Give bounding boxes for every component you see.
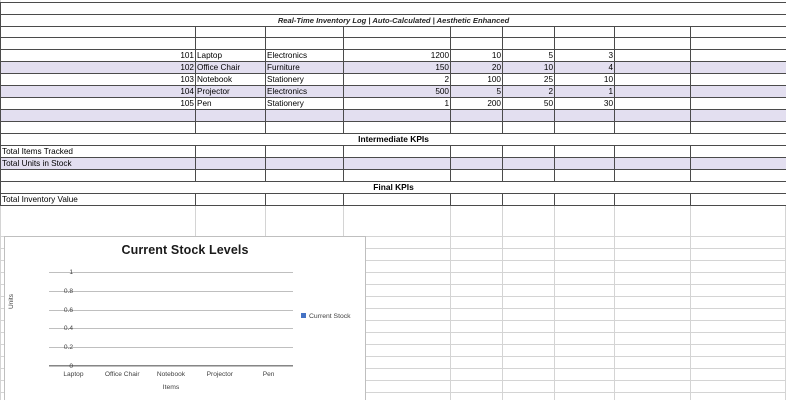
cell-unit_price[interactable]: 500: [344, 86, 451, 98]
blank-cell[interactable]: [196, 122, 266, 134]
spacer-row: [1, 27, 786, 38]
blank-cell[interactable]: [451, 110, 503, 122]
chart-x-tick: Office Chair: [104, 371, 140, 378]
blank-cell[interactable]: [1, 110, 196, 122]
column-header-unit-price[interactable]: Unit Price ($): [344, 38, 451, 50]
spacer-cell: [344, 27, 451, 38]
cell-current_stock[interactable]: [615, 74, 691, 86]
blank-cell[interactable]: [344, 194, 451, 206]
blank-cell[interactable]: [451, 170, 503, 182]
cell-current_stock[interactable]: [615, 98, 691, 110]
chart-y-tick: 0.4: [63, 325, 73, 333]
column-header-current-stock[interactable]: Current Stock: [615, 38, 691, 50]
table-row[interactable]: [1, 98, 786, 110]
blank-cell[interactable]: [196, 170, 266, 182]
blank-cell[interactable]: [451, 122, 503, 134]
cell-inventory_value[interactable]: [691, 62, 786, 74]
cell-inventory_value[interactable]: [691, 98, 786, 110]
kpi-section-intermediate-row: [1, 134, 786, 146]
cell-item_name[interactable]: Pen: [196, 98, 266, 110]
blank-cell[interactable]: [615, 122, 691, 134]
blank-cell[interactable]: [691, 158, 786, 170]
cell-unit_price[interactable]: 2: [344, 74, 451, 86]
chart-gridline: [49, 366, 293, 367]
blank-cell[interactable]: [555, 158, 615, 170]
kpi-value[interactable]: [196, 158, 266, 170]
chart-plot-area: [49, 272, 293, 366]
blank-cell[interactable]: [503, 146, 555, 158]
blank-cell[interactable]: [1, 170, 196, 182]
cell-item_id[interactable]: 102: [1, 62, 196, 74]
chart-y-tick: 0: [69, 363, 73, 370]
spacer-cell: [555, 27, 615, 38]
spacer-cell: [266, 27, 344, 38]
blank-cell[interactable]: [266, 170, 344, 182]
spacer-cell: [451, 27, 503, 38]
cell-stock_in[interactable]: 5: [503, 50, 555, 62]
blank-cell[interactable]: [691, 194, 786, 206]
cell-item_name[interactable]: Projector: [196, 86, 266, 98]
chart-gridline: [49, 291, 293, 292]
column-header-inventory-value[interactable]: Inventory Value ($): [691, 38, 786, 50]
kpi-label[interactable]: Total Items Tracked: [1, 146, 196, 158]
blank-cell[interactable]: [344, 110, 451, 122]
cell-stock_out[interactable]: 30: [555, 98, 615, 110]
cell-initial_stock[interactable]: 5: [451, 86, 503, 98]
blank-cell[interactable]: [503, 158, 555, 170]
cell-current_stock[interactable]: [615, 86, 691, 98]
blank-cell[interactable]: [451, 158, 503, 170]
blank-cell[interactable]: [555, 146, 615, 158]
table-row[interactable]: [1, 86, 786, 98]
chart-y-tick: 0.2: [63, 344, 73, 352]
blank-row[interactable]: [1, 122, 786, 134]
blank-cell[interactable]: [344, 170, 451, 182]
chart-x-tick: Notebook: [156, 371, 186, 378]
blank-cell[interactable]: [266, 194, 344, 206]
cell-unit_price[interactable]: 150: [344, 62, 451, 74]
cell-item_id[interactable]: 103: [1, 74, 196, 86]
blank-cell[interactable]: [691, 122, 786, 134]
blank-cell[interactable]: [266, 158, 344, 170]
blank-cell[interactable]: [503, 170, 555, 182]
cell-initial_stock[interactable]: 10: [451, 50, 503, 62]
blank-cell[interactable]: [451, 146, 503, 158]
blank-cell[interactable]: [691, 110, 786, 122]
kpi-label[interactable]: Total Inventory Value: [1, 194, 196, 206]
cell-inventory_value[interactable]: [691, 50, 786, 62]
blank-cell[interactable]: [344, 122, 451, 134]
cell-stock_in[interactable]: 25: [503, 74, 555, 86]
table-row[interactable]: [1, 74, 786, 86]
kpi-row[interactable]: [1, 158, 786, 170]
cell-current_stock[interactable]: [615, 50, 691, 62]
kpi-section-final: Final KPIs: [1, 182, 786, 194]
cell-item_id[interactable]: 101: [1, 50, 196, 62]
blank-cell[interactable]: [196, 110, 266, 122]
chart-gridline: [49, 328, 293, 329]
cell-category[interactable]: Electronics: [266, 86, 344, 98]
cell-item_name[interactable]: Laptop: [196, 50, 266, 62]
spacer-cell: [503, 27, 555, 38]
kpi-row[interactable]: [1, 146, 786, 158]
cell-inventory_value[interactable]: [691, 86, 786, 98]
blank-cell[interactable]: [691, 146, 786, 158]
cell-stock_out[interactable]: 10: [555, 74, 615, 86]
table-row[interactable]: [1, 62, 786, 74]
spacer-cell: [691, 27, 786, 38]
kpi-value[interactable]: [196, 194, 266, 206]
cell-stock_out[interactable]: 4: [555, 62, 615, 74]
blank-cell[interactable]: [266, 110, 344, 122]
blank-cell[interactable]: [555, 194, 615, 206]
blank-cell[interactable]: [555, 170, 615, 182]
cell-initial_stock[interactable]: 100: [451, 74, 503, 86]
blank-cell[interactable]: [266, 122, 344, 134]
blank-cell[interactable]: [555, 110, 615, 122]
cell-stock_in[interactable]: 50: [503, 98, 555, 110]
current-stock-chart[interactable]: [4, 236, 366, 400]
chart-x-tick: Projector: [206, 371, 233, 378]
sheet-subtitle: Real-Time Inventory Log | Auto-Calculated | Aesthetic Enhanced: [1, 15, 786, 27]
cell-initial_stock[interactable]: 20: [451, 62, 503, 74]
blank-cell[interactable]: [451, 194, 503, 206]
blank-cell[interactable]: [615, 194, 691, 206]
blank-cell[interactable]: [615, 146, 691, 158]
chart-x-axis-label: Items: [162, 384, 180, 391]
chart-y-tick: 1: [69, 269, 73, 276]
chart-x-axis: [49, 365, 293, 366]
chart-gridline: [49, 347, 293, 348]
cell-item_id[interactable]: 104: [1, 86, 196, 98]
blank-cell[interactable]: [344, 158, 451, 170]
cell-stock_in[interactable]: 2: [503, 86, 555, 98]
blank-cell[interactable]: [503, 110, 555, 122]
blank-cell[interactable]: [691, 170, 786, 182]
cell-item_id[interactable]: 105: [1, 98, 196, 110]
sheet-title: INVENTORY COUNT SHEET: [1, 3, 786, 15]
column-header-item-id[interactable]: Item ID: [1, 38, 196, 50]
spacer-cell: [196, 27, 266, 38]
cell-item_name[interactable]: Notebook: [196, 74, 266, 86]
cell-category[interactable]: Furniture: [266, 62, 344, 74]
cell-stock_out[interactable]: 3: [555, 50, 615, 62]
legend-swatch-icon: [301, 313, 306, 318]
blank-cell[interactable]: [1, 122, 196, 134]
chart-y-tick: 0.8: [63, 287, 73, 295]
cell-category[interactable]: Stationery: [266, 98, 344, 110]
blank-cell[interactable]: [615, 170, 691, 182]
kpi-value[interactable]: [196, 146, 266, 158]
blank-cell[interactable]: [615, 110, 691, 122]
legend-label-current-stock: Current Stock: [309, 313, 351, 320]
cell-current_stock[interactable]: [615, 62, 691, 74]
chart-x-tick: Pen: [262, 371, 275, 378]
blank-cell[interactable]: [503, 122, 555, 134]
title-row: [1, 3, 786, 15]
cell-inventory_value[interactable]: [691, 74, 786, 86]
column-header-stock-out[interactable]: Stock Out: [555, 38, 615, 50]
cell-unit_price[interactable]: 1200: [344, 50, 451, 62]
subtitle-row: [1, 15, 786, 27]
chart-x-tick: Laptop: [63, 371, 84, 378]
blank-cell[interactable]: [266, 146, 344, 158]
cell-stock_out[interactable]: 1: [555, 86, 615, 98]
blank-cell[interactable]: [344, 146, 451, 158]
cell-initial_stock[interactable]: 200: [451, 98, 503, 110]
blank-row[interactable]: [1, 110, 786, 122]
table-row[interactable]: [1, 50, 786, 62]
column-header-item-name[interactable]: Item Name: [196, 38, 266, 50]
cell-unit_price[interactable]: 1: [344, 98, 451, 110]
column-header-initial-stock[interactable]: Initial Stock: [451, 38, 503, 50]
chart-y-axis-label: Units: [8, 293, 15, 309]
cell-item_name[interactable]: Office Chair: [196, 62, 266, 74]
kpi-row[interactable]: [1, 194, 786, 206]
column-header-stock-in[interactable]: Stock In: [503, 38, 555, 50]
cell-category[interactable]: Stationery: [266, 74, 344, 86]
chart-gridline: [49, 272, 293, 273]
column-header-category[interactable]: Category: [266, 38, 344, 50]
kpi-label[interactable]: Total Units in Stock: [1, 158, 196, 170]
chart-y-tick: 0.6: [63, 306, 73, 314]
blank-cell[interactable]: [503, 194, 555, 206]
cell-category[interactable]: Electronics: [266, 50, 344, 62]
chart-legend[interactable]: [301, 313, 365, 320]
spacer-cell: [615, 27, 691, 38]
kpi-section-final-row: [1, 182, 786, 194]
table-header-row: [1, 38, 786, 50]
cell-stock_in[interactable]: 10: [503, 62, 555, 74]
chart-title: Current Stock Levels: [121, 243, 249, 257]
spacer-cell: [1, 27, 196, 38]
kpi-section-intermediate: Intermediate KPIs: [1, 134, 786, 146]
blank-cell[interactable]: [615, 158, 691, 170]
blank-row[interactable]: [1, 170, 786, 182]
chart-gridline: [49, 310, 293, 311]
blank-cell[interactable]: [555, 122, 615, 134]
